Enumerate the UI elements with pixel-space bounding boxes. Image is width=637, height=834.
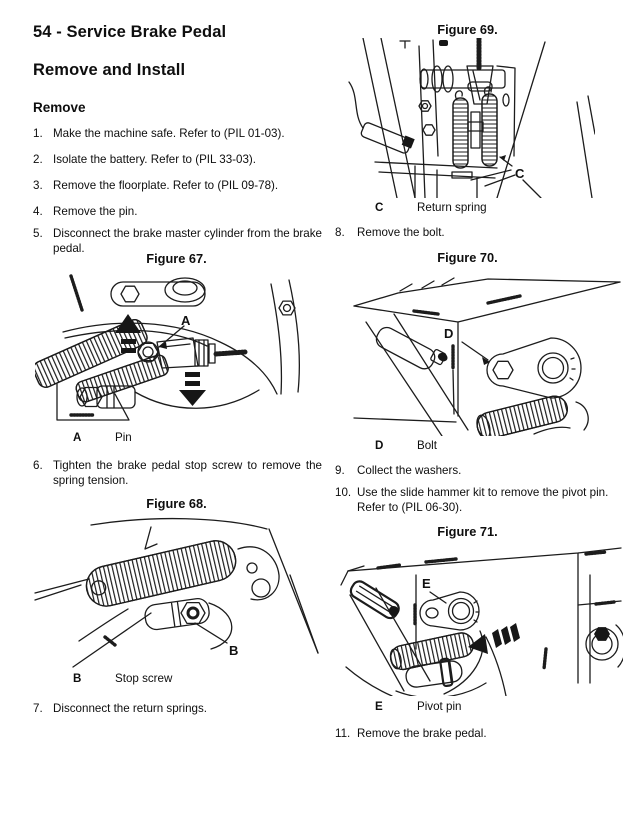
step-number: 8. <box>335 226 345 239</box>
figure70-title: Figure 70. <box>437 250 498 265</box>
section-heading: Remove <box>33 100 86 115</box>
step-text: Collect the washers. <box>357 464 462 477</box>
step-number: 6. <box>33 459 43 472</box>
callout-leader <box>462 342 488 360</box>
figure69-caption <box>335 201 627 214</box>
step-number: 5. <box>33 227 43 240</box>
step-number: 4. <box>33 205 43 218</box>
figure70-caption <box>335 439 627 452</box>
step-text: Use the slide hammer kit to remove the pivot pin. Refer to (PIL 06-30). <box>357 486 609 515</box>
step-6 <box>33 458 322 489</box>
hex-bolt-icon <box>279 301 295 315</box>
step-text: Remove the floorplate. Refer to (PIL 09-78). <box>53 179 279 192</box>
figure67-drawing <box>35 268 320 430</box>
figure67-callout-label: A <box>181 313 191 328</box>
figure68-callout-label: B <box>229 643 239 658</box>
step-number: 11. <box>335 727 351 740</box>
left-arrow-icon <box>468 623 520 654</box>
callout-leader <box>195 623 227 643</box>
slide-hammer-lug <box>487 338 581 398</box>
hose-clamp <box>373 322 449 377</box>
page-title: 54 - Service Brake Pedal <box>33 23 227 41</box>
pulley <box>586 625 623 667</box>
return-spring <box>388 631 475 672</box>
hex-bolt-icon <box>121 286 139 302</box>
step-number: 7. <box>33 702 43 715</box>
figure68-title: Figure 68. <box>146 496 207 511</box>
step-text: Isolate the battery. Refer to (PIL 33-03). <box>53 153 256 166</box>
figure69-drawing <box>345 38 595 198</box>
callout-letter: D <box>375 439 384 452</box>
step-4 <box>33 204 322 219</box>
callout-leader <box>73 613 151 667</box>
step-text: Remove the bolt. <box>357 226 445 239</box>
hose-clamp <box>360 120 415 155</box>
return-spring <box>474 393 570 436</box>
return-spring-left <box>452 91 472 178</box>
threaded-rod <box>216 352 245 354</box>
step-number: 3. <box>33 179 43 192</box>
figure71-caption <box>335 700 627 713</box>
hose-clamp <box>348 579 402 622</box>
callout-letter: B <box>73 672 82 685</box>
figure69-callout-label: C <box>515 166 525 181</box>
return-spring <box>83 537 240 610</box>
step-number: 1. <box>33 127 43 140</box>
down-arrow-icon <box>179 372 206 406</box>
step-number: 10. <box>335 486 352 499</box>
figure70-callout-label: D <box>444 326 454 341</box>
figure71-drawing <box>338 541 623 696</box>
figure69-title: Figure 69. <box>437 22 498 37</box>
threaded-stud <box>414 311 438 314</box>
step-7 <box>33 701 322 716</box>
step-text: Disconnect the return springs. <box>53 702 208 715</box>
figure67-caption <box>33 431 320 444</box>
return-spring-right <box>482 87 497 166</box>
figure71-callout-label: E <box>422 576 431 591</box>
page-subtitle: Remove and Install <box>33 61 186 79</box>
step-11 <box>335 726 627 741</box>
step-text: Remove the brake pedal. <box>357 727 487 740</box>
step-text: Make the machine safe. Refer to (PIL 01-03). <box>53 127 285 140</box>
step-1 <box>33 126 322 141</box>
threaded-stud <box>488 296 520 303</box>
step-3 <box>33 178 322 193</box>
step-2 <box>33 152 322 167</box>
step-text: Tighten the brake pedal stop screw to remove the spring tension. <box>53 459 322 488</box>
caption-text: Return spring <box>417 201 487 214</box>
step-text: Remove the pin. <box>53 205 138 218</box>
caption-text: Stop screw <box>115 672 173 685</box>
step-text: Disconnect the brake master cylinder from the brake pedal. <box>53 227 322 256</box>
figure67-title: Figure 67. <box>146 251 207 266</box>
callout-leader <box>485 175 515 186</box>
callout-letter: E <box>375 700 383 713</box>
threaded-stud <box>426 559 456 562</box>
figure71-title: Figure 71. <box>437 524 498 539</box>
figure68-caption <box>33 672 320 685</box>
pivot-pin-lug <box>420 592 479 630</box>
step-8 <box>335 225 627 240</box>
caption-text: Pivot pin <box>417 700 462 713</box>
threaded-rod <box>71 276 82 310</box>
step-10 <box>335 485 627 516</box>
caption-text: Pin <box>115 431 132 444</box>
callout-letter: C <box>375 201 384 214</box>
step-number: 2. <box>33 153 43 166</box>
figure70-drawing <box>338 266 623 436</box>
step-number: 9. <box>335 464 345 477</box>
figure68-drawing <box>33 513 320 671</box>
step-9 <box>335 463 627 478</box>
callout-letter: A <box>73 431 82 444</box>
caption-text: Bolt <box>417 439 437 452</box>
